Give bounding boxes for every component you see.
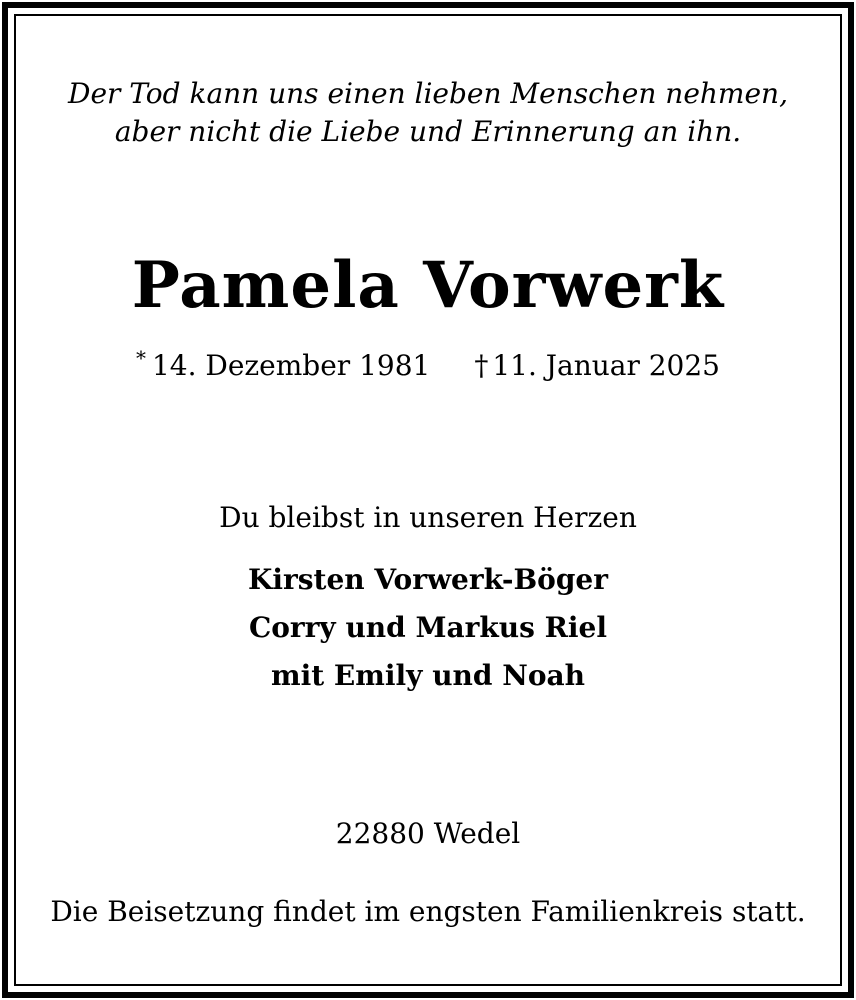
family-member-3: mit Emily und Noah [270, 659, 585, 692]
birth-date: 14. Dezember 1981 [151, 349, 431, 382]
quote-line-1: Der Tod kann uns einen lieben Menschen nehmen, [68, 77, 788, 110]
death-date: 11. Januar 2025 [492, 349, 720, 382]
location: 22880 Wedel [335, 817, 521, 850]
deceased-name: Pamela Vorwerk [131, 248, 725, 323]
sentiment-line: Du bleibst in unseren Herzen [219, 501, 637, 534]
death-symbol: † [474, 349, 489, 382]
life-dates [0, 338, 856, 386]
family-member-1: Kirsten Vorwerk-Böger [248, 563, 608, 596]
death-date-group [474, 349, 720, 382]
birth-symbol: * [135, 346, 146, 370]
family-member-2: Corry und Markus Riel [248, 611, 608, 644]
birth-date-group [135, 346, 431, 382]
quote-line-2: aber nicht die Liebe und Erinnerung an ihn. [114, 115, 742, 148]
funeral-note: Die Beisetzung findet im engsten Familienkreis statt. [50, 895, 806, 928]
